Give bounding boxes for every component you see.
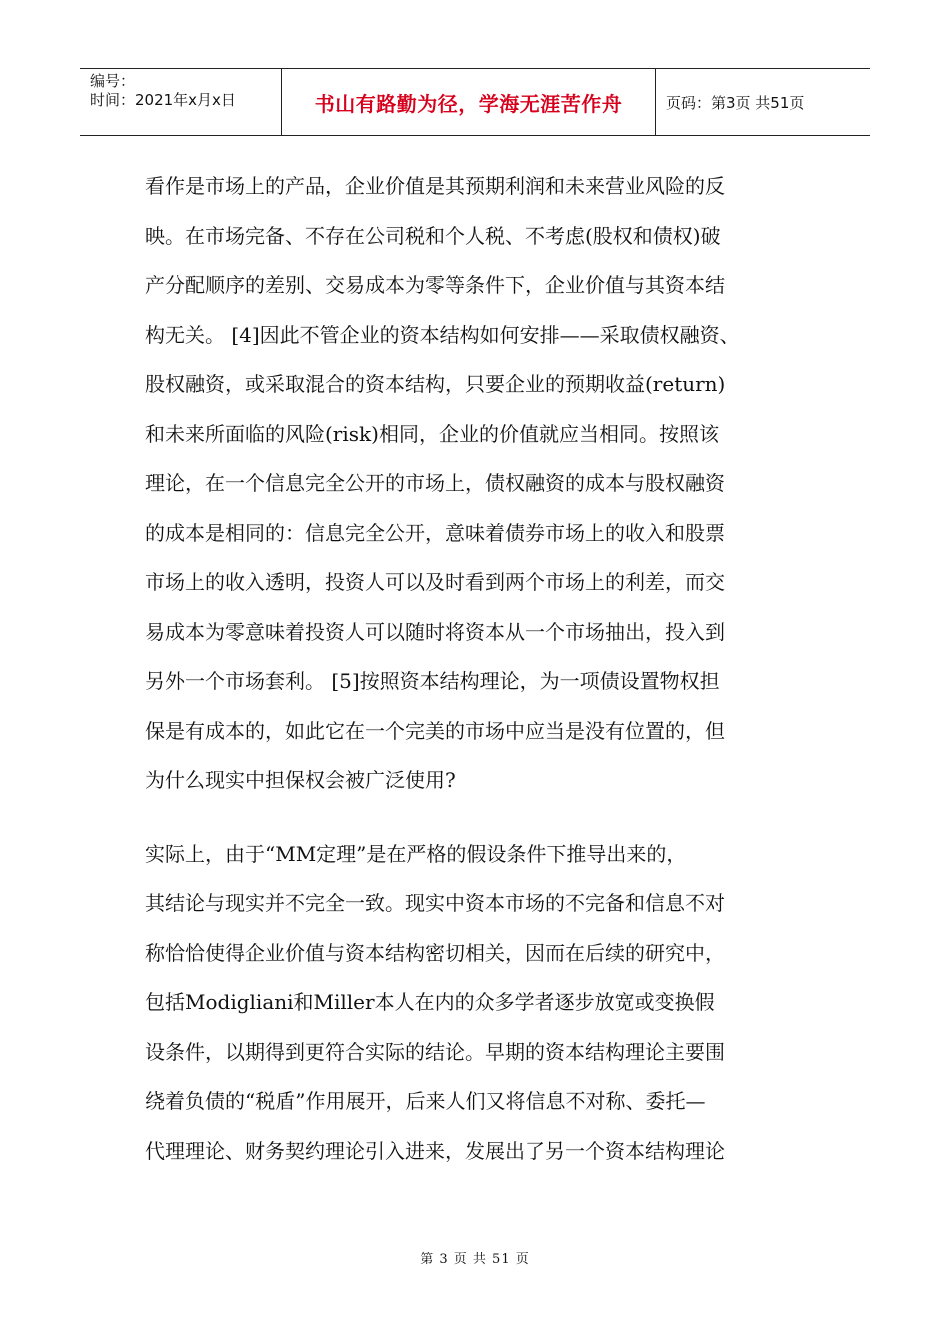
- document-number-label: 编号：: [90, 72, 136, 90]
- body-paragraph-2: 实际上，由于“MM定理”是在严格的假设条件下推导出来的， 其结论与现实并不完全一致。现实中资本市场的不完备和信息不对 称恰恰使得企业价值与资本结构密切相关，因而在后续的研究中， 包括Modigliani和Miller本人在内的众多学者逐步放宽或变换假 设条件，以期得到更符合实际的结论。早期的资本结构理论主要围 绕着负债的“税盾”作用展开，后来人们又将信息不对称、委托— 代理理论、财务契约理论引入进来，发展出了另一个资本结构理论: [145, 841, 725, 1163]
- header-page-cell: [656, 69, 870, 135]
- header-meta-cell: [80, 69, 282, 135]
- page-footer: 第 3 页 共 51 页: [420, 1252, 530, 1267]
- body-paragraph-1: 看作是市场上的产品，企业价值是其预期利润和未来营业风险的反 映。在市场完备、不存在公司税和个人税、不考虑(股权和债权)破 产分配顺序的差别、交易成本为零等条件下，企业价值与其资本结 构无关。 [4]因此不管企业的资本结构如何安排——采取债权融资、 股权融资，或采取混合的资本结构，只要企业的预期收益(return) 和未来所面临的风险(risk)相同，企业的价值就应当相同。按照该 理论，在一个信息完全公开的市场上，债权融资的成本与股权融资 的成本是相同的：信息完全公开，意味着债券市场上的收入和股票 市场上的收入透明，投资人可以及时看到两个市场上的利差，而交 易成本为零意味着投资人可以随时将资本从一个市场抽出，投入到 另外一个市场套利。 [5]按照资本结构理论，为一项债设置物权担 保是有成本的，如此它在一个完美的市场中应当是没有位置的，但 为什么现实中担保权会被广泛使用?: [145, 174, 740, 792]
- header-page-info: 页码：第3页 共51页: [666, 93, 805, 112]
- document-body: [145, 162, 805, 1176]
- header-motto: 书山有路勤为径，学海无涯苦作舟: [314, 91, 623, 116]
- document-header: [80, 68, 870, 136]
- document-date-label: 时间：2021年x月x日: [90, 91, 236, 109]
- header-motto-cell: [282, 69, 656, 135]
